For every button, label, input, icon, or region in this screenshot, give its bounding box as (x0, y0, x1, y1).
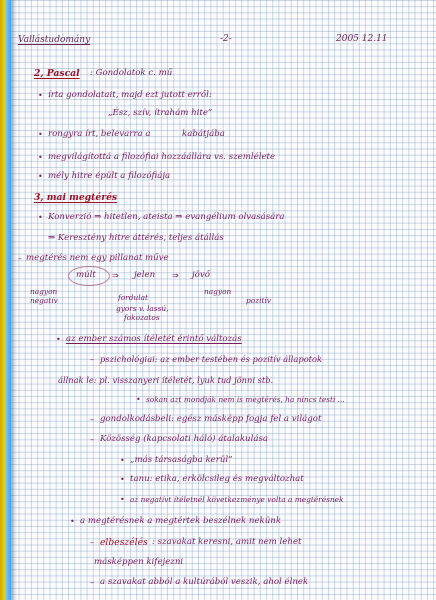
pascal-point-4: mély hitre épült a filozófiája (48, 171, 171, 181)
bullet-dot: • (120, 495, 125, 504)
converts-narrate: a megtérésnek a megtértek beszélnek nekünk (80, 516, 282, 526)
timeline-future: jövő (192, 270, 210, 280)
narration-definition-cont: másképpen kifejezni (94, 557, 184, 567)
community-note-1: „más társaságba kerül” (130, 455, 233, 465)
pascal-point-2b: kabátjába (182, 129, 225, 139)
dash-mark: – (90, 355, 94, 364)
dash-mark: – (18, 254, 22, 263)
future-note-1: nagyon (204, 287, 232, 296)
present-note-1: fordulat (118, 293, 148, 302)
pascal-quote: „Ész, szív, ítrahám hite” (108, 108, 213, 118)
pascal-point-1: írta gondolatait, majd ezt jutott erről: (48, 90, 212, 100)
narration-definition: : szavakat keresni, amit nem lehet (152, 537, 302, 547)
pascal-point-3: megvilágítottá a filozófiai hozzáállára vs. szemlélete (48, 152, 276, 162)
past-note-1: nagyon (30, 287, 58, 296)
bullet-dot: • (38, 153, 43, 162)
arrow-icon: ⇒ (172, 271, 179, 280)
dash-mark: – (90, 415, 94, 424)
present-note-3: fokozatos (124, 313, 160, 322)
past-note-2: negatív (30, 296, 58, 305)
change-psychological-note: sokan azt mondják nem is megtérés, ha nincs testi ... (146, 395, 345, 404)
bullet-dot: • (38, 91, 43, 100)
dash-mark: – (90, 538, 94, 547)
bullet-dot: • (70, 517, 75, 526)
conversion-point-2: ⇒ Keresztény hitre áttérés, teljes átállás (48, 233, 224, 243)
bullet-dot: • (38, 213, 43, 222)
community-note-2: tanu: etika, erkölcsileg és megváltozhat (130, 474, 304, 484)
header-subject: Vallástudomány (18, 35, 91, 45)
notebook-spine (0, 0, 11, 600)
section-2-subtitle: : Gondolatok c. mű (90, 68, 173, 78)
dash-mark: – (90, 578, 94, 587)
narration-term: elbeszélés (100, 537, 148, 548)
timeline-present: jelen (134, 270, 156, 280)
bullet-dot: • (56, 335, 61, 344)
change-heading: az ember számos ítéletét érintő változás (66, 334, 242, 344)
change-mindset: gondolkodásbeli: egész másképp fogja fel a világot (100, 414, 322, 424)
change-psychological: pszichológiai: az ember testében és pozitív állapotok (100, 354, 323, 364)
header-date: 2005 12.11 (336, 34, 388, 44)
page-shadow (11, 0, 17, 600)
bullet-dot: • (136, 395, 141, 404)
conversion-point-3: megtérés nem egy pillanat műve (26, 253, 169, 263)
timeline-past: múlt (76, 270, 96, 280)
words-from-culture: a szavakat abból a kultúrából veszik, ahol élnek (100, 577, 309, 587)
bullet-dot: • (38, 130, 43, 139)
header-page-number: -2- (220, 34, 232, 44)
present-note-2: gyors v. lassú, (116, 304, 169, 313)
bullet-dot: • (120, 456, 125, 465)
arrow-icon: ⇒ (112, 271, 119, 280)
future-note-2: pozitív (246, 296, 271, 305)
change-community: Közösség (kapcsolati háló) átalakulása (100, 434, 268, 444)
bullet-dot: • (38, 172, 43, 181)
section-2-title: 2, Pascal (34, 68, 80, 79)
community-note-3: az negatívt ítéletnél következménye volta a megtérésnek (130, 495, 344, 504)
conversion-point-1: Konverzió ⇒ hitetlen, ateista ⇒ evangélium olvasására (48, 212, 285, 222)
pascal-point-2a: rongyra írt, belevarra a (48, 129, 151, 139)
bullet-dot: • (120, 475, 125, 484)
dash-mark: – (90, 435, 94, 444)
section-3-title: 3, mai megtérés (34, 192, 118, 203)
change-psychological-cont: állnak le: pl. visszanyeri ítéletét, lyuk tud jönni stb. (58, 375, 274, 385)
